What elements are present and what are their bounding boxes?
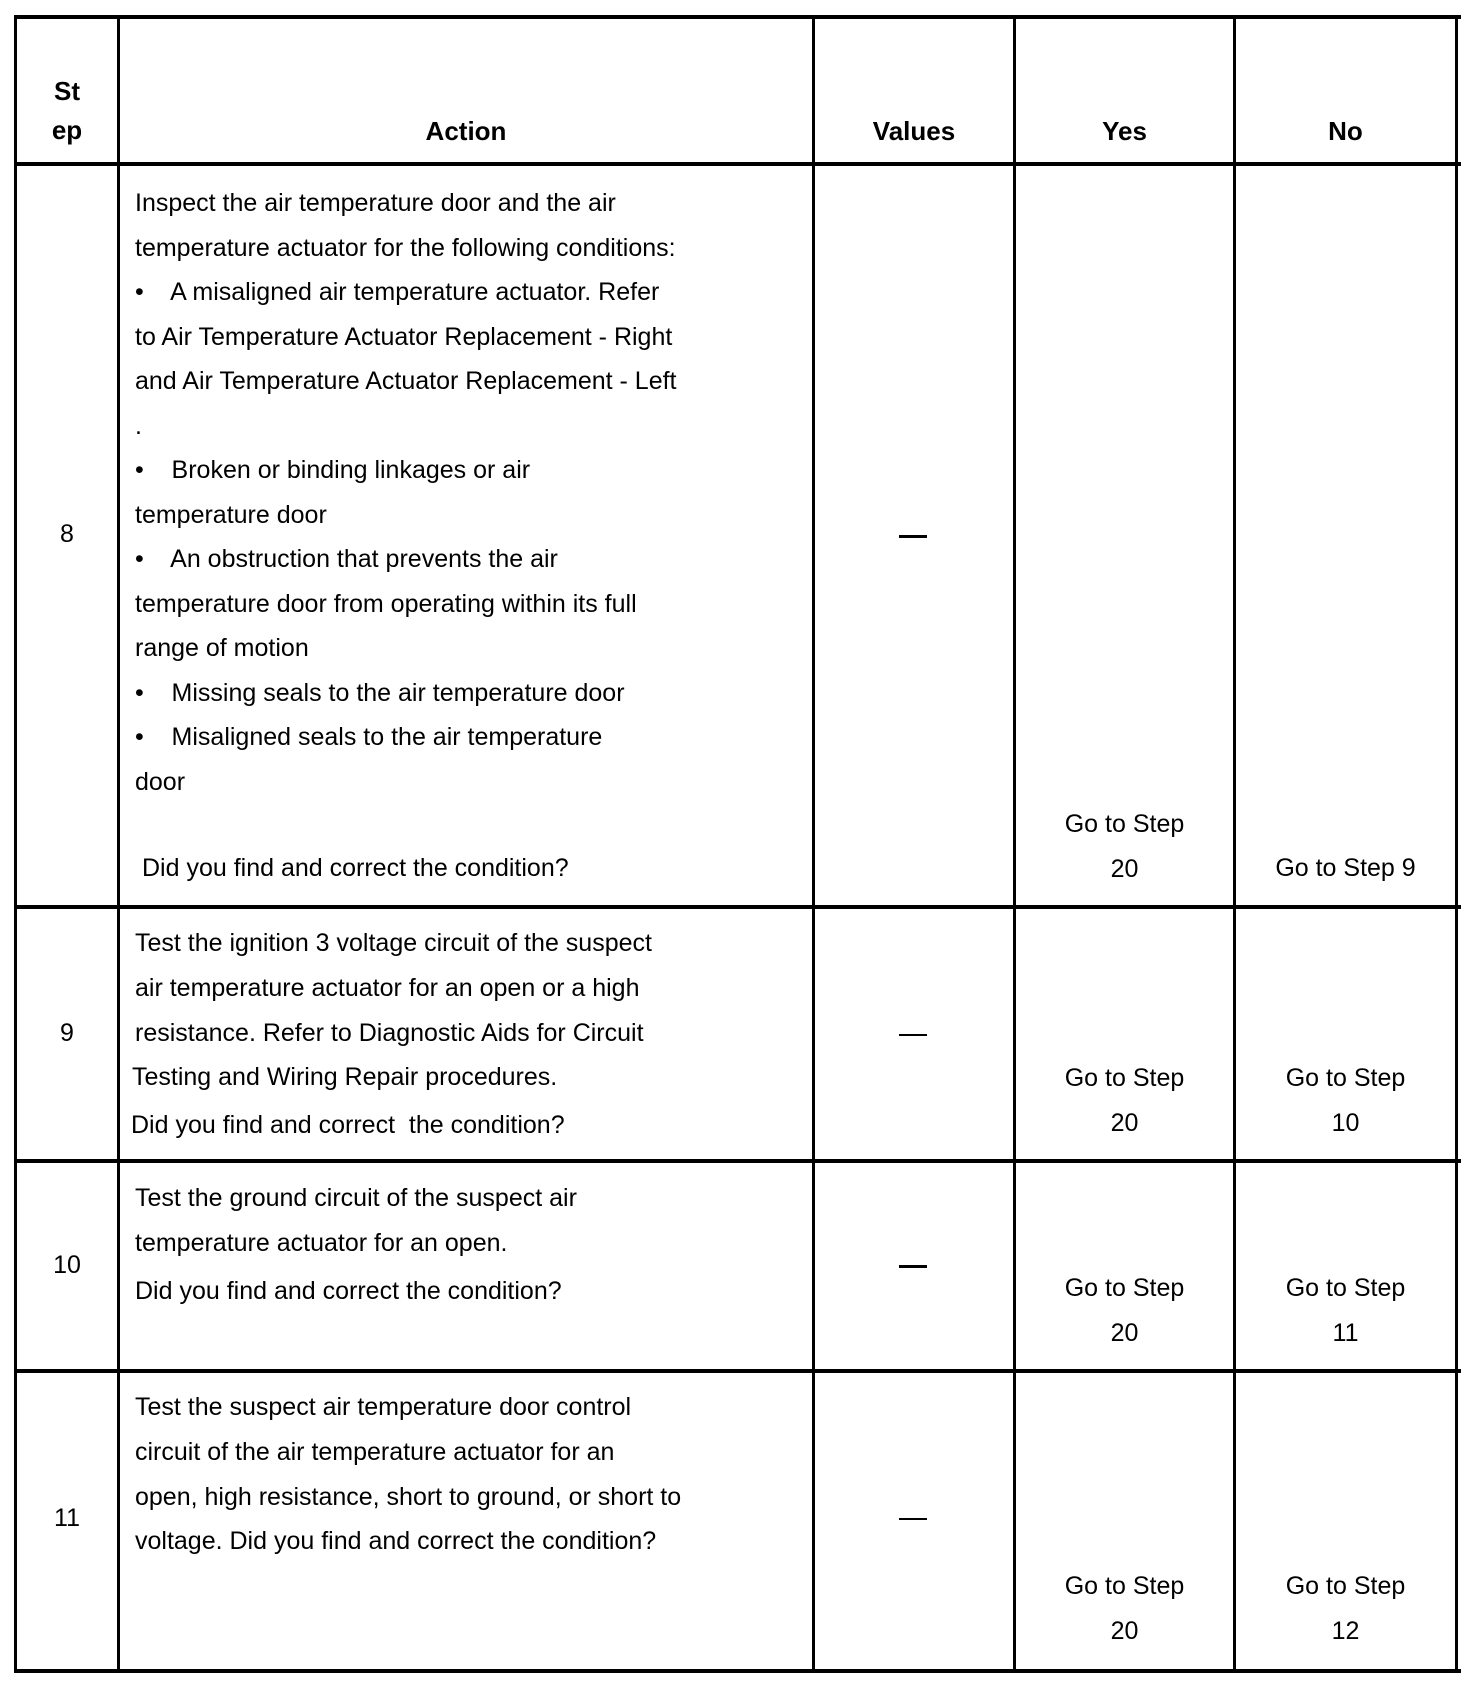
action-line: Test the ground circuit of the suspect air xyxy=(135,1184,577,1212)
action-line: to Air Temperature Actuator Replacement - Right xyxy=(135,323,673,351)
action-line: • Broken or binding linkages or air xyxy=(135,456,531,484)
table-border-top xyxy=(14,15,1461,19)
action-line: temperature actuator for the following conditions: xyxy=(135,234,676,262)
no-cell: Go to Step 11 xyxy=(1285,1274,1406,1347)
action-line: • An obstruction that prevents the air xyxy=(135,545,558,573)
action-line: range of motion xyxy=(135,634,309,662)
table-border-right xyxy=(1455,15,1458,1673)
yes-cell: Go to Step 20 xyxy=(1064,1274,1185,1347)
action-line: Did you find and correct the condition? xyxy=(135,1277,562,1305)
action-line: temperature door from operating within its full xyxy=(135,590,637,618)
action-line: Did you find and correct the condition? xyxy=(131,1111,565,1139)
action-line: temperature door xyxy=(135,501,327,529)
column-divider xyxy=(14,15,17,1673)
action-line: • Misaligned seals to the air temperature xyxy=(135,723,603,751)
no-cell: Go to Step 9 xyxy=(1275,854,1416,882)
action-line: and Air Temperature Actuator Replacement - Left xyxy=(135,367,677,395)
step-number: 11 xyxy=(54,1504,80,1532)
values-dash xyxy=(815,1496,1013,1540)
values-dash xyxy=(815,1012,1013,1056)
row-divider xyxy=(14,1369,1461,1373)
yes-cell: Go to Step 20 xyxy=(1064,1572,1185,1645)
step-number: 10 xyxy=(53,1251,81,1279)
action-line: . xyxy=(135,412,142,440)
action-line: • Missing seals to the air temperature door xyxy=(135,679,625,707)
action-line: Test the suspect air temperature door control xyxy=(135,1393,632,1421)
row-divider xyxy=(14,1159,1461,1163)
step-number: 9 xyxy=(60,1019,74,1047)
values-dash xyxy=(815,512,1013,556)
values-dash xyxy=(815,1243,1013,1287)
step-number: 8 xyxy=(60,520,74,548)
yes-cell: Go to Step 20 xyxy=(1064,810,1185,883)
column-divider xyxy=(812,15,815,1673)
column-divider xyxy=(117,15,120,1673)
header-values: Values xyxy=(872,116,956,146)
action-line: • A misaligned air temperature actuator. Refer xyxy=(135,278,660,306)
no-cell: Go to Step 10 xyxy=(1285,1064,1406,1137)
row-divider xyxy=(14,905,1461,909)
action-line: circuit of the air temperature actuator for an xyxy=(135,1438,615,1466)
yes-cell: Go to Step 20 xyxy=(1064,1064,1185,1137)
action-line: door xyxy=(135,768,186,796)
header-yes: Yes xyxy=(1102,116,1147,146)
header-step: St ep xyxy=(51,76,83,145)
action-line: Testing and Wiring Repair procedures. xyxy=(132,1063,558,1091)
table-border-bottom xyxy=(14,1669,1461,1673)
header-no: No xyxy=(1328,116,1363,146)
action-line: open, high resistance, short to ground, or short to xyxy=(135,1483,682,1511)
action-line: Test the ignition 3 voltage circuit of the suspect xyxy=(135,929,652,957)
action-line: temperature actuator for an open. xyxy=(135,1229,508,1257)
action-line: voltage. Did you find and correct the condition? xyxy=(135,1527,657,1555)
action-line: air temperature actuator for an open or a high xyxy=(135,974,640,1002)
header-action: Action xyxy=(425,116,507,146)
no-cell: Go to Step 12 xyxy=(1285,1572,1406,1645)
action-question: Did you find and correct the condition? xyxy=(142,854,569,882)
column-divider xyxy=(1233,15,1236,1673)
action-line: resistance. Refer to Diagnostic Aids for Circuit xyxy=(135,1019,644,1047)
row-divider xyxy=(14,162,1461,166)
action-line: Inspect the air temperature door and the air xyxy=(135,189,616,217)
